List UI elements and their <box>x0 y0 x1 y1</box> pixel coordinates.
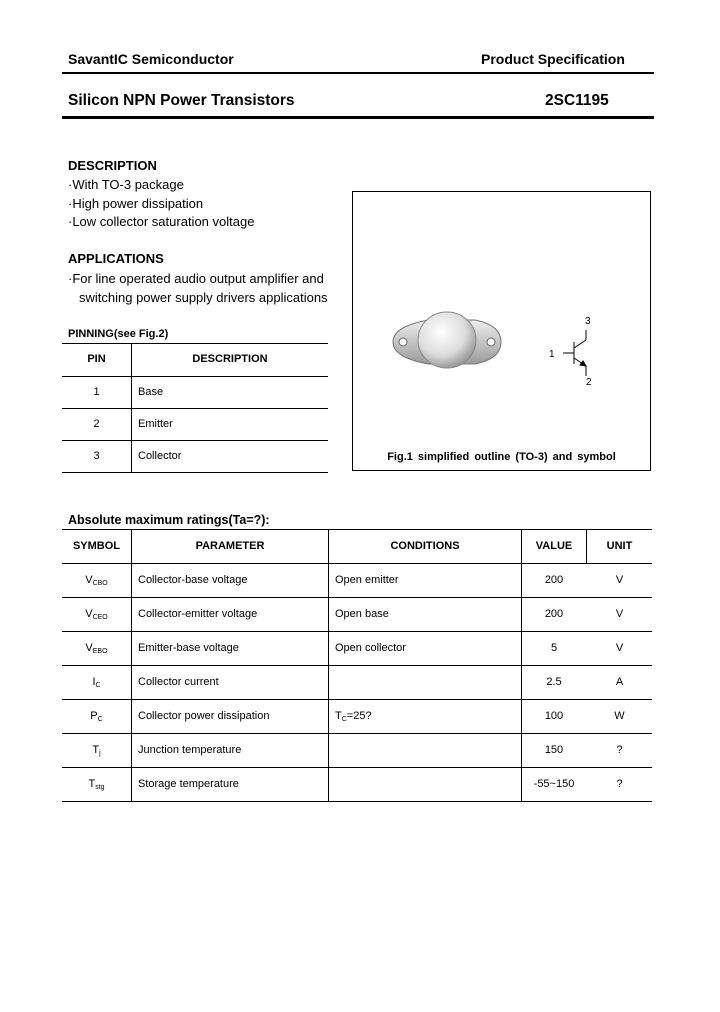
applications-title: APPLICATIONS <box>68 251 164 266</box>
pinning-row-1-pin: 1 <box>93 386 100 398</box>
pinning-row-2-desc: Emitter <box>138 418 173 430</box>
ratings-title: Absolute maximum ratings(Ta=?): <box>68 513 270 527</box>
ratings-row-1-unit: V <box>615 574 624 586</box>
description-item-3: ·Low collector saturation voltage <box>68 214 255 229</box>
applications-item-2: switching power supply drivers applications <box>79 290 328 305</box>
pinning-row-2-pin: 2 <box>93 418 100 430</box>
ratings-row-5-value: 100 <box>544 710 564 722</box>
ratings-header-value: VALUE <box>535 540 573 552</box>
ratings-row-7-value: -55~150 <box>533 778 575 790</box>
ratings-row-7-unit: ? <box>616 778 623 790</box>
ratings-row-6-unit: ? <box>616 744 623 756</box>
ratings-row-3-value: 5 <box>550 642 558 654</box>
to3-package-outline <box>353 192 650 470</box>
ratings-row-4-parameter: Collector current <box>138 676 219 688</box>
symbol-pin-3: 3 <box>585 316 591 327</box>
header-rule-bottom <box>62 116 654 119</box>
ratings-row-5-conditions: $T_C=25$? <box>335 710 372 723</box>
ratings-row-5-parameter: Collector power dissipation <box>138 710 270 722</box>
ratings-row-3-conditions: Open collector <box>335 642 406 654</box>
symbol-pin-1: 1 <box>549 349 555 360</box>
header-rule-top <box>62 72 654 74</box>
ratings-row-4-value: 2.5 <box>546 676 562 688</box>
pinning-row-3-desc: Collector <box>138 450 182 462</box>
pinning-row-3-pin: 3 <box>93 450 100 462</box>
description-item-1: ·With TO-3 package <box>68 177 184 192</box>
ratings-row-2-parameter: Collector-emitter voltage <box>138 608 258 620</box>
ratings-row-1-parameter: Collector-base voltage <box>138 574 248 586</box>
ratings-row-6-symbol: $T_j$ <box>92 744 101 757</box>
applications-item-1: ·For line operated audio output amplifier and <box>68 271 324 286</box>
ratings-header-conditions: CONDITIONS <box>390 540 460 552</box>
ratings-header-symbol: SYMBOL <box>72 540 121 552</box>
ratings-row-5-symbol: $P_C$ <box>90 710 103 723</box>
description-item-2: ·High power dissipation <box>68 196 204 211</box>
transistor-symbol <box>563 330 586 376</box>
ratings-row-1-conditions: Open emitter <box>335 574 399 586</box>
pinning-header-desc: DESCRIPTION <box>192 353 268 365</box>
pinning-title: PINNING(see Fig.2) <box>68 328 169 340</box>
ratings-row-1-symbol: $V_{CBO}$ <box>85 574 108 587</box>
description-title: DESCRIPTION <box>68 158 157 173</box>
pinning-row-1-desc: Base <box>138 386 164 398</box>
ratings-header-unit: UNIT <box>606 540 633 552</box>
symbol-pin-2: 2 <box>586 377 592 388</box>
ratings-row-2-unit: V <box>615 608 624 620</box>
part-number: 2SC1195 <box>545 92 609 109</box>
ratings-row-2-conditions: Open base <box>335 608 389 620</box>
pinning-header-pin: PIN <box>87 353 106 365</box>
ratings-row-3-symbol: $V_{EBO}$ <box>85 642 108 655</box>
figure-caption: Fig.1 simplified outline (TO-3) and symbol <box>387 451 616 463</box>
ratings-row-2-symbol: $V_{CEO}$ <box>85 608 108 621</box>
ratings-row-1-value: 200 <box>544 574 564 586</box>
ratings-row-3-parameter: Emitter-base voltage <box>138 642 239 654</box>
ratings-header-parameter: PARAMETER <box>195 540 265 552</box>
ratings-row-6-value: 150 <box>544 744 564 756</box>
ratings-row-2-value: 200 <box>544 608 564 620</box>
ratings-row-4-unit: A <box>615 676 624 688</box>
ratings-row-4-symbol: $I_C$ <box>92 676 101 689</box>
ratings-row-7-parameter: Storage temperature <box>138 778 239 790</box>
doc-type: Product Specification <box>481 51 625 67</box>
product-line: Silicon NPN Power Transistors <box>68 92 295 109</box>
company-name: SavantIC Semiconductor <box>68 51 234 67</box>
ratings-row-6-parameter: Junction temperature <box>138 744 242 756</box>
ratings-row-3-unit: V <box>615 642 624 654</box>
ratings-row-5-unit: W <box>614 710 625 722</box>
figure-box <box>352 191 651 471</box>
ratings-row-7-symbol: $T_{stg}$ <box>88 778 105 791</box>
